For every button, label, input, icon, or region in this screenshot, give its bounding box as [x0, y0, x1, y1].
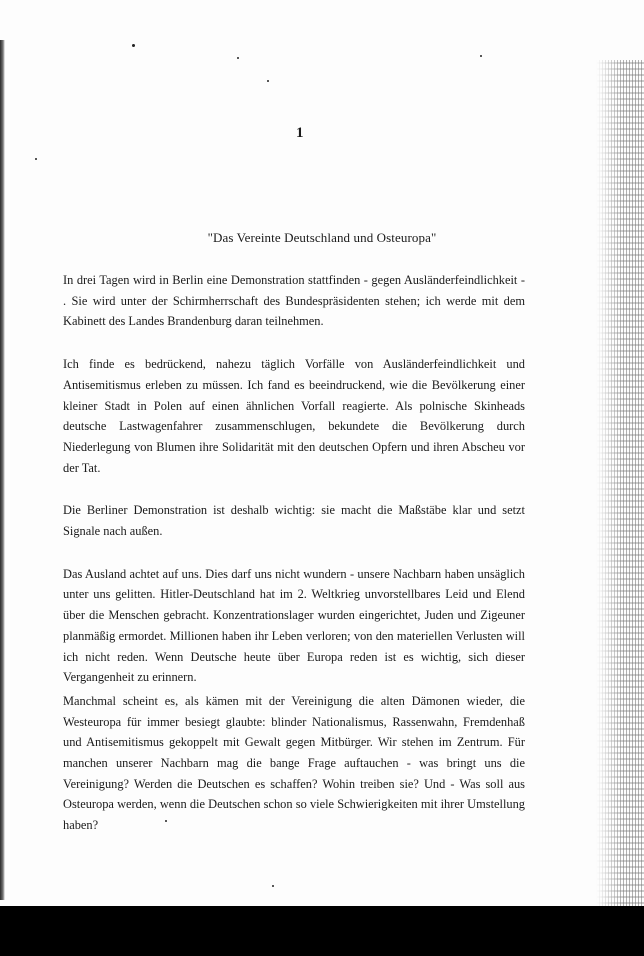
- paragraph-5: Manchmal scheint es, als kämen mit der Vereinigung die alten Dämonen wieder, die Westeuropa für immer besiegt glaubte: blinder Nationalismus, Rassenwahn, Fremdenhaß und Antisemitismus gekoppelt mit Gewalt gegen Mitbürger. Wir stehen im Zentrum. Für manchen unserer Nachbarn mag die bange Frage auftauchen - was bringt uns die Vereinigung? Werden die Deutschen es schaffen? Wohin treiben sie? Und - Was soll aus Osteuropa werden, wenn die Deutschen schon so viele Schwierigkeiten mit ihrer Umstellung haben?: [63, 693, 525, 833]
- paragraph-1: In drei Tagen wird in Berlin eine Demonstration stattfinden - gegen Ausländerfeindlichkeit - . Sie wird unter der Schirmherrschaft des Bundespräsidenten stehen; ich werde mit dem Kabinett des Landes Brandenburg daran teilnehmen.: [63, 273, 525, 329]
- scan-left-edge: [0, 40, 5, 900]
- scan-speck: [272, 885, 274, 887]
- scan-speck: [237, 57, 239, 59]
- paragraph-2: Ich finde es bedrückend, nahezu täglich Vorfälle von Ausländerfeindlichkeit und Antisemitismus erleben zu müssen. Ich fand es beeindruckend, wie die Bevölkerung einer kleiner Stadt in Polen auf einen ähnlichen Vorfall reagierte. Als polnische Skinheads deutsche Lastwagenfahrer zusammenschlugen, bekundete die Bevölkerung durch Niederlegung von Blumen ihre Solidarität mit den deutschen Opfern und ihren Abscheu vor der Tat.: [63, 357, 525, 475]
- scan-right-edge-noise: [596, 60, 644, 910]
- page-number: 1: [296, 125, 304, 141]
- paragraph-4: Das Ausland achtet auf uns. Dies darf uns nicht wundern - unsere Nachbarn haben unsäglich unter uns gelitten. Hitler-Deutschland hat im 2. Weltkrieg unvorstellbares Leid und Elend über die Menschen gebracht. Konzentrationslager wurden eingerichtet, Juden und Zigeuner planmäßig ermordet. Millionen haben ihr Leben verloren; von den materiellen Verlusten will ich nicht reden. Wenn Deutsche heute über Europa reden ist es wichtig, sich dieser Vergangenheit zu erinnern.: [63, 566, 525, 685]
- paragraph-3: Die Berliner Demonstration ist deshalb wichtig: sie macht die Maßstäbe klar und setzt Signale nach außen.: [63, 503, 525, 539]
- document-body: [63, 270, 525, 836]
- scan-speck: [267, 80, 269, 82]
- scan-speck: [132, 44, 135, 47]
- scan-speck: [35, 158, 37, 160]
- scan-speck: [480, 55, 482, 57]
- document-title: "Das Vereinte Deutschland und Osteuropa": [207, 230, 437, 245]
- scan-bottom-border: [0, 906, 644, 956]
